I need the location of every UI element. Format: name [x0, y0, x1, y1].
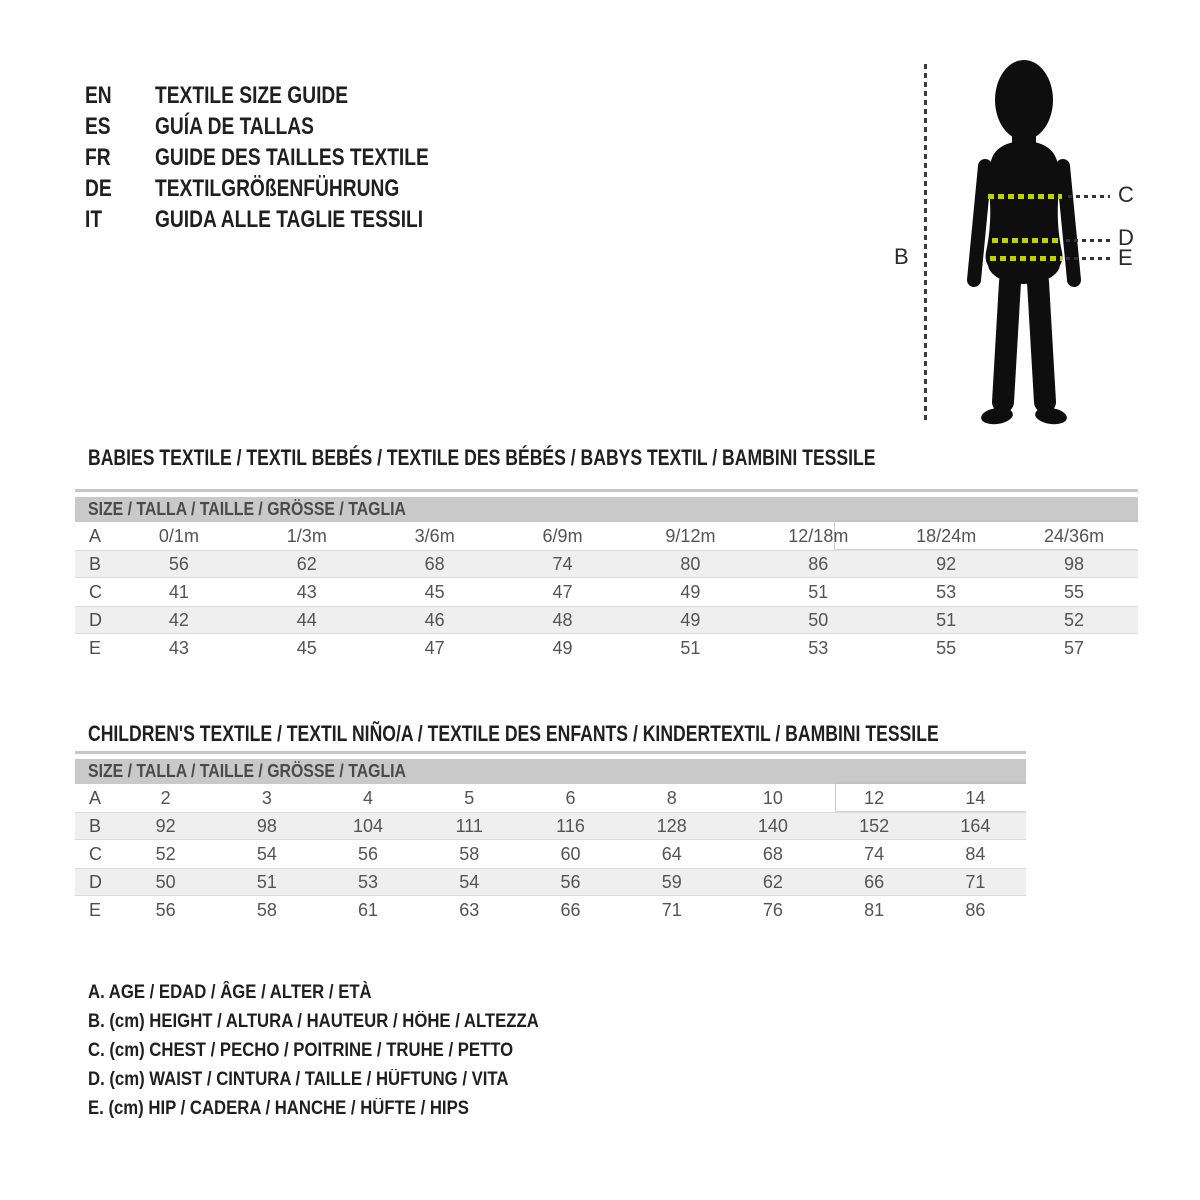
table-cell: 49 [680, 581, 701, 602]
table-cell: 50 [155, 871, 176, 892]
table-cell: 140 [757, 815, 788, 836]
table-cell: 71 [661, 899, 682, 920]
table-row-c [75, 840, 1026, 868]
table-cell: 58 [256, 899, 277, 920]
table-cell: 98 [1064, 553, 1085, 574]
row-label: C [89, 843, 102, 864]
legend-line-age [88, 978, 600, 1007]
table-cell: 62 [296, 553, 317, 574]
table-cell: 53 [358, 871, 379, 892]
chest-leader-line [1068, 195, 1110, 198]
table-cell: 80 [680, 553, 701, 574]
table-cell: 8 [666, 787, 677, 808]
table-cell: 53 [808, 637, 829, 658]
table-cell: 44 [296, 609, 317, 630]
table-cell: 3/6m [414, 525, 455, 546]
row-label: A [89, 525, 102, 546]
language-code-text: IT [85, 205, 103, 233]
legend-text: E. (cm) HIP / CADERA / HANCHE / HÜFTE / HIPS [88, 1097, 469, 1119]
table-row-e [75, 634, 1138, 662]
row-label: D [89, 609, 102, 630]
height-label: B [894, 244, 909, 269]
table-row-d [75, 868, 1026, 896]
legend-text: A. AGE / EDAD / ÂGE / ALTER / ETÀ [88, 981, 372, 1003]
table-cell: 49 [680, 609, 701, 630]
babies-size-table [75, 489, 1138, 662]
row-label: A [89, 787, 102, 808]
table-top-divider [75, 751, 1026, 754]
table-cell: 164 [960, 815, 991, 836]
language-code [85, 206, 155, 234]
language-code [85, 144, 155, 172]
table-cell: 111 [455, 815, 483, 836]
table-cell: 0/1m [158, 525, 199, 546]
legend-line-hip [88, 1094, 600, 1123]
table-cell: 51 [256, 871, 277, 892]
guide-title-text: TEXTILE SIZE GUIDE [155, 81, 349, 109]
table-cell: 81 [864, 899, 885, 920]
table-cell: 64 [661, 843, 682, 864]
guide-title-text: TEXTILGRÖßENFÜHRUNG [155, 174, 400, 202]
table-cell: 48 [552, 609, 573, 630]
table-cell: 49 [552, 637, 573, 658]
language-code-text: ES [85, 112, 111, 140]
language-code-text: EN [85, 81, 112, 109]
language-code [85, 175, 155, 203]
row-label: C [89, 581, 102, 602]
table-cell: 51 [808, 581, 829, 602]
language-row-es [85, 111, 497, 142]
table-cell: 55 [1064, 581, 1085, 602]
row-label: E [89, 637, 102, 658]
table-cell: 9/12m [665, 525, 716, 546]
table-row-a [75, 522, 1138, 550]
table-cell: 24/36m [1044, 525, 1105, 546]
chest-measure-line [988, 194, 1062, 199]
language-row-en [85, 80, 497, 111]
table-cell: 63 [459, 899, 480, 920]
table-cell: 92 [155, 815, 176, 836]
table-header-bar [75, 497, 1138, 522]
table-header-text: SIZE / TALLA / TAILLE / GRÖSSE / TAGLIA [88, 761, 406, 781]
legend-text: B. (cm) HEIGHT / ALTURA / HAUTEUR / HÖHE / ALTEZZA [88, 1010, 539, 1032]
language-row-it [85, 204, 497, 235]
table-cell: 43 [296, 581, 317, 602]
table-cell: 10 [762, 787, 783, 808]
table-cell: 55 [936, 637, 957, 658]
table-cell: 86 [965, 899, 986, 920]
hip-label: E [1118, 245, 1133, 270]
row-label: B [89, 553, 102, 574]
table-cell: 68 [762, 843, 783, 864]
table-cell: 56 [560, 871, 581, 892]
table-row-b [75, 550, 1138, 578]
table-cell: 18/24m [916, 525, 977, 546]
table-cell: 74 [552, 553, 573, 574]
waist-leader-line [1066, 239, 1110, 242]
table-cell: 98 [256, 815, 277, 836]
measurement-figure [880, 40, 1170, 450]
table-top-divider [75, 489, 1138, 492]
guide-title-text: GUÍA DE TALLAS [155, 112, 314, 140]
legend-line-height [88, 1007, 600, 1036]
table-cell: 62 [762, 871, 783, 892]
row-label: D [89, 871, 102, 892]
legend-line-waist [88, 1065, 600, 1094]
table-cell: 45 [424, 581, 445, 602]
table-row-d [75, 606, 1138, 634]
table-cell: 56 [358, 843, 379, 864]
table-cell: 74 [864, 843, 885, 864]
table-cell: 92 [936, 553, 957, 574]
table-cell: 46 [424, 609, 445, 630]
table-cell: 52 [155, 843, 176, 864]
row-label: E [89, 899, 102, 920]
legend-text: D. (cm) WAIST / CINTURA / TAILLE / HÜFTUNG / VITA [88, 1068, 509, 1090]
language-code [85, 113, 155, 141]
table-cell: 45 [296, 637, 317, 658]
table-cell: 58 [459, 843, 480, 864]
measurement-legend [88, 978, 600, 1123]
table-cell: 6/9m [542, 525, 583, 546]
hip-measure-line [990, 256, 1062, 261]
language-row-de [85, 173, 497, 204]
table-cell: 50 [808, 609, 829, 630]
table-cell: 71 [965, 871, 986, 892]
language-code-text: DE [85, 174, 112, 202]
table-cell: 43 [168, 637, 189, 658]
table-cell: 14 [965, 787, 986, 808]
table-cell: 1/3m [286, 525, 327, 546]
table-cell: 5 [464, 787, 475, 808]
table-cell: 41 [168, 581, 189, 602]
row-label: B [89, 815, 102, 836]
table-cell: 4 [363, 787, 374, 808]
chest-label: C [1118, 182, 1134, 207]
table-cell: 128 [656, 815, 687, 836]
table-cell: 2 [160, 787, 171, 808]
table-cell: 47 [552, 581, 573, 602]
guide-title [155, 113, 354, 141]
table-header-bar [75, 759, 1026, 784]
table-cell: 68 [424, 553, 445, 574]
guide-title [155, 206, 490, 234]
table-cell: 54 [459, 871, 480, 892]
table-cell: 76 [762, 899, 783, 920]
table-rows [75, 522, 1138, 662]
table-cell: 66 [864, 871, 885, 892]
table-cell: 60 [560, 843, 581, 864]
table-cell: 6 [565, 787, 576, 808]
language-code-text: FR [85, 143, 111, 171]
table-cell: 47 [424, 637, 445, 658]
babies-table-title [88, 445, 1072, 471]
table-cell: 56 [155, 899, 176, 920]
babies-table-title-text: BABIES TEXTILE / TEXTIL BEBÉS / TEXTILE DES BÉBÉS / BABYS TEXTIL / BAMBINI TESSILE [88, 445, 876, 470]
table-cell: 54 [256, 843, 277, 864]
table-row-c [75, 578, 1138, 606]
table-cell: 152 [859, 815, 890, 836]
waist-measure-line [992, 238, 1062, 243]
table-cell: 59 [661, 871, 682, 892]
table-cell: 53 [936, 581, 957, 602]
table-cell: 12 [864, 787, 885, 808]
language-row-fr [85, 142, 497, 173]
table-cell: 12/18m [788, 525, 849, 546]
children-table-title [88, 721, 1151, 747]
table-cell: 3 [261, 787, 272, 808]
legend-line-chest [88, 1036, 600, 1065]
language-code [85, 82, 155, 110]
table-cell: 86 [808, 553, 829, 574]
guide-title [155, 175, 460, 203]
guide-title [155, 82, 396, 110]
table-row-a [75, 784, 1026, 812]
height-measure-line [924, 64, 927, 422]
waist-label: D [1118, 225, 1134, 250]
table-cell: 84 [965, 843, 986, 864]
table-cell: 104 [353, 815, 384, 836]
table-header-text: SIZE / TALLA / TAILLE / GRÖSSE / TAGLIA [88, 499, 406, 519]
guide-title-text: GUIDA ALLE TAGLIE TESSILI [155, 205, 424, 233]
table-cell: 51 [936, 609, 957, 630]
table-cell: 61 [358, 899, 379, 920]
table-cell: 42 [168, 609, 189, 630]
guide-title [155, 144, 497, 172]
table-row-e [75, 896, 1026, 924]
hip-leader-line [1066, 257, 1110, 260]
table-cell: 57 [1064, 637, 1085, 658]
table-rows [75, 784, 1026, 924]
table-cell: 56 [168, 553, 189, 574]
table-row-b [75, 812, 1026, 840]
table-cell: 51 [680, 637, 701, 658]
legend-text: C. (cm) CHEST / PECHO / POITRINE / TRUHE / PETTO [88, 1039, 514, 1061]
children-table-title-text: CHILDREN'S TEXTILE / TEXTIL NIÑO/A / TEXTILE DES ENFANTS / KINDERTEXTIL / BAMBINI TESSILE [88, 721, 939, 746]
table-cell: 66 [560, 899, 581, 920]
language-title-list [85, 80, 497, 235]
guide-title-text: GUIDE DES TAILLES TEXTILE [155, 143, 429, 171]
children-size-table [75, 751, 1026, 924]
table-cell: 52 [1064, 609, 1085, 630]
table-cell: 116 [556, 815, 585, 836]
